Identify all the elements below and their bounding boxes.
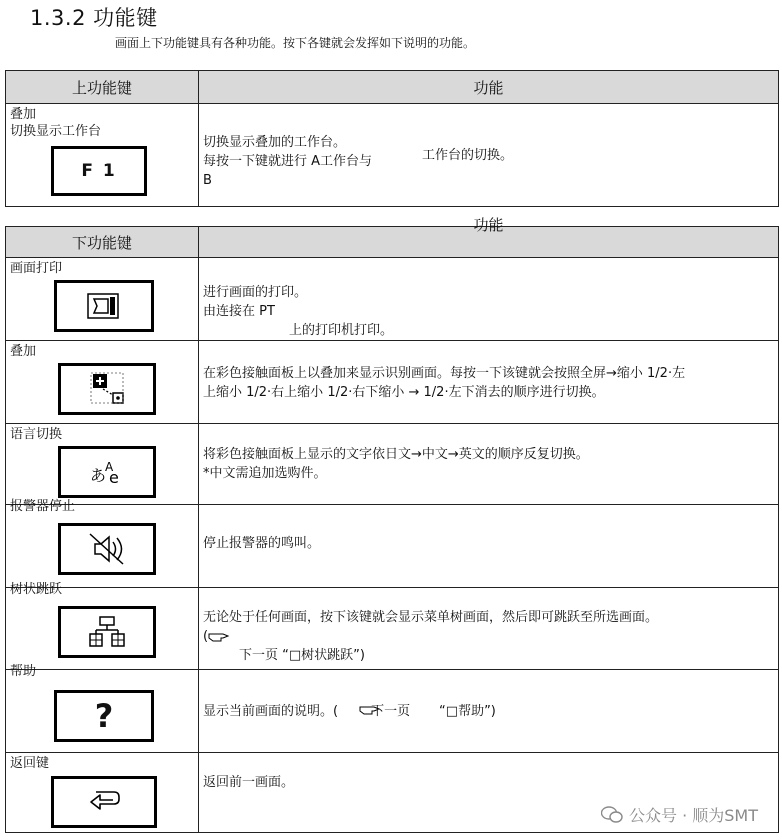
help-icon: ? (94, 697, 114, 735)
function-desc: 无论处于任何画面，按下该键就会显示菜单树画面，然后即可跳跃至所选画面。 (203, 610, 659, 625)
function-desc: 上缩小 1/2·右上缩小 1/2·右下缩小 → 1/2·左下消去的顺序进行切换。 (203, 385, 605, 400)
tree-icon (87, 615, 127, 649)
svg-text:あ: あ (90, 466, 107, 485)
print-icon (84, 291, 124, 321)
function-desc: 进行画面的打印。 (203, 285, 308, 300)
mute-icon (85, 532, 129, 566)
function-desc: 显示当前画面的说明。( 下一页 “□帮助”) (203, 704, 496, 719)
key-name: 树状跳跃 (10, 582, 63, 597)
tree-jump-key-button[interactable] (58, 606, 156, 658)
overlay-key-button[interactable] (58, 363, 156, 415)
lower-row-print (6, 258, 779, 341)
function-desc: 上的打印机打印。 (289, 323, 394, 338)
key-name: 语言切换 (10, 427, 63, 442)
key-name: 帮助 (10, 664, 37, 679)
function-desc: 返回前一画面。 (203, 775, 295, 790)
return-icon (82, 787, 126, 817)
lower-col-key-header: 下功能键 (6, 227, 199, 258)
f1-key-button[interactable] (51, 146, 147, 196)
function-desc: B (203, 173, 212, 188)
function-desc: 切换显示叠加的工作台。 (203, 135, 347, 150)
lower-function-table (5, 216, 779, 833)
function-desc: 在彩色接触面板上以叠加来显示识别画面。每按一下该键就会按照全屏→缩小 1/2·左 (203, 366, 686, 381)
key-name: 报警器停止 (10, 499, 76, 514)
upper-function-table (5, 70, 779, 207)
upper-row-overlay-switch (6, 104, 779, 207)
pointing-hand-icon (359, 704, 383, 716)
f1-key-label: F 1 (81, 161, 117, 181)
print-key-button[interactable] (54, 280, 154, 332)
key-name: 叠加 (10, 344, 37, 359)
overlay-icon (85, 371, 129, 407)
function-desc: 由连接在 PT (203, 304, 275, 319)
language-key-button[interactable] (58, 446, 156, 498)
key-name: 画面打印 (10, 261, 63, 276)
language-icon (87, 457, 127, 487)
section-heading: 1.3.2 功能键 (30, 6, 158, 30)
function-desc: 将彩色接触面板上显示的文字依日文→中文→英文的顺序反复切换。 (203, 447, 589, 462)
lower-col-func-header: 功能 (199, 227, 779, 258)
lower-row-buzzer-stop (6, 505, 779, 588)
lower-row-language (6, 424, 779, 505)
wechat-icon (601, 806, 623, 824)
help-key-button[interactable] (54, 690, 154, 742)
svg-text:A: A (105, 460, 114, 474)
key-name: 返回键 (10, 756, 50, 771)
svg-text:e: e (109, 468, 119, 487)
key-name: 叠加 (10, 107, 37, 122)
pointing-hand-icon (208, 631, 232, 643)
lower-row-overlay (6, 341, 779, 424)
lower-row-help (6, 670, 779, 753)
function-desc: 下一页 “□树状跳跃”) (239, 648, 365, 663)
function-desc: *中文需追加选购件。 (203, 466, 327, 481)
function-desc: 每按一下键就进行 A工作台与 (203, 154, 373, 169)
upper-col-key-header: 上功能键 (6, 71, 199, 104)
function-desc-row (199, 627, 778, 646)
section-intro: 画面上下功能键具有各种功能。按下各键就会发挥如下说明的功能。 (115, 36, 476, 50)
function-desc: 工作台的切换。 (422, 148, 514, 163)
watermark (601, 803, 758, 826)
lower-row-tree-jump (6, 588, 779, 670)
upper-col-func-header: 功能 (199, 71, 779, 104)
return-key-button[interactable] (51, 776, 157, 828)
function-desc: ( (203, 629, 209, 644)
function-desc: 停止报警器的鸣叫。 (203, 536, 321, 551)
watermark-text: 公众号 · 顺为SMT (629, 806, 758, 825)
buzzer-stop-key-button[interactable] (58, 523, 156, 575)
key-name: 切换显示工作台 (10, 124, 102, 139)
